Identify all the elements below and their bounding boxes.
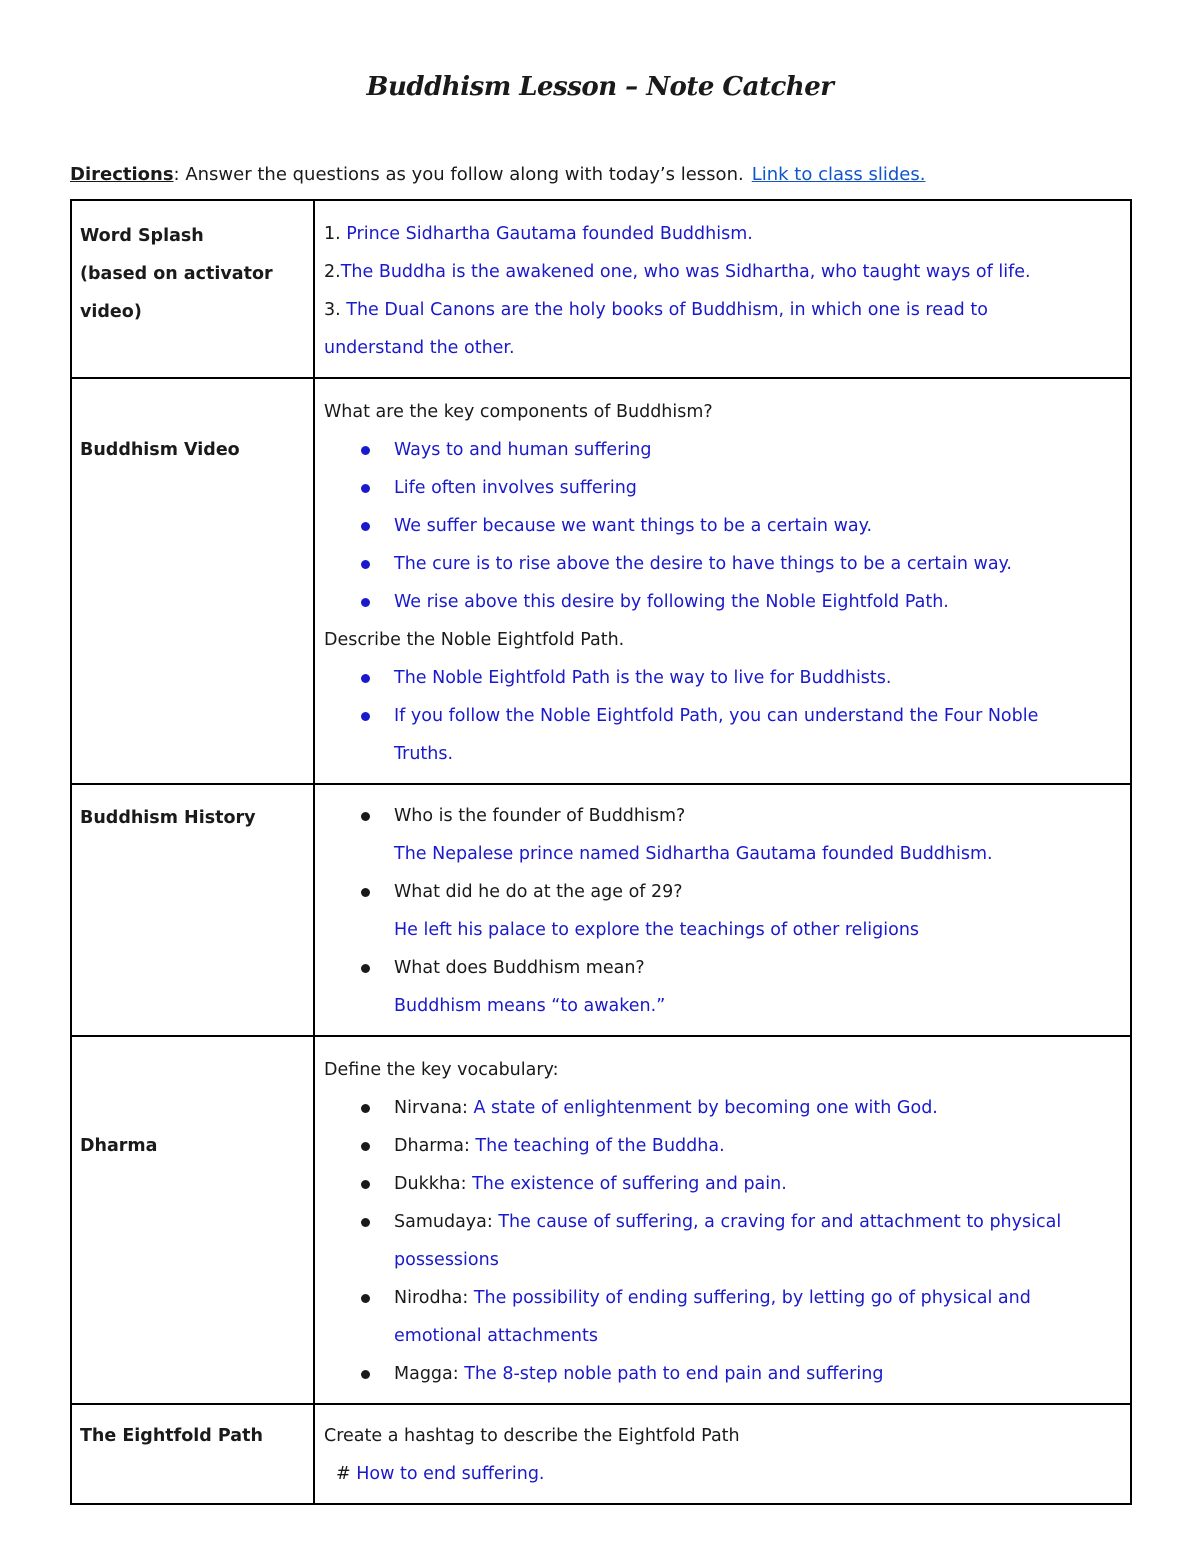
word-splash-content — [314, 200, 1131, 378]
list-item: Life often involves suffering — [324, 469, 1122, 507]
list-item: We suffer because we want things to be a certain way. — [324, 507, 1122, 545]
list-item: Nirvana: A state of enlightenment by becoming one with God. — [324, 1089, 1122, 1127]
list-item: Magga: The 8-step noble path to end pain and suffering — [324, 1355, 1122, 1393]
list-item: Samudaya: The cause of suffering, a craving for and attachment to physical possessions — [324, 1203, 1122, 1279]
dharma-terms — [324, 1089, 1122, 1393]
list-item: Dharma: The teaching of the Buddha. — [324, 1127, 1122, 1165]
buddhism-video-label: Buddhism Video — [80, 440, 240, 460]
eightfold-content — [314, 1404, 1131, 1504]
list-item: Nirodha: The possibility of ending suffering, by letting go of physical and emotional attachments — [324, 1279, 1122, 1355]
dharma-prompt: Define the key vocabulary: — [324, 1060, 559, 1080]
eightfold-label: The Eightfold Path — [80, 1426, 263, 1446]
video-question: What are the key components of Buddhism? — [324, 402, 713, 422]
list-item: The Noble Eightfold Path is the way to live for Buddhists. — [324, 659, 1122, 697]
row-buddhism-video — [71, 378, 1131, 784]
page-title: Buddhism Lesson – Note Catcher — [366, 72, 834, 102]
buddhism-history-label-cell — [71, 784, 314, 1036]
list-item: Ways to and human suffering — [324, 431, 1122, 469]
word-splash-label — [71, 200, 314, 378]
list-item: The cure is to rise above the desire to have things to be a certain way. — [324, 545, 1122, 583]
class-slides-link[interactable]: Link to class slides. — [751, 164, 926, 185]
row-word-splash — [71, 200, 1131, 378]
list-item: If you follow the Noble Eightfold Path, you can understand the Four Noble Truths. — [324, 697, 1122, 773]
list-item: We rise above this desire by following the Noble Eightfold Path. — [324, 583, 1122, 621]
buddhism-history-content — [314, 784, 1131, 1036]
video-bullets — [324, 659, 1122, 773]
dharma-content — [314, 1036, 1131, 1404]
row-eightfold-path — [71, 1404, 1131, 1504]
directions-label: Directions — [70, 164, 174, 185]
dharma-label-cell — [71, 1036, 314, 1404]
buddhism-video-label-cell — [71, 378, 314, 784]
word-splash-item: 2.The Buddha is the awakened one, who was Sidhartha, who taught ways of life. — [324, 262, 1031, 282]
word-splash-label-line: (based on activator — [80, 264, 273, 284]
note-table — [70, 199, 1132, 1505]
list-item: Who is the founder of Buddhism? The Nepalese prince named Sidhartha Gautama founded Buddhism. — [324, 797, 1122, 873]
directions-text: : Answer the questions as you follow along with today’s lesson. — [173, 164, 744, 185]
buddhism-history-label: Buddhism History — [80, 808, 256, 828]
word-splash-label-line: video) — [80, 302, 142, 322]
list-item: Dukkha: The existence of suffering and pain. — [324, 1165, 1122, 1203]
list-item: What did he do at the age of 29? He left his palace to explore the teachings of other religions — [324, 873, 1122, 949]
buddhism-video-content — [314, 378, 1131, 784]
video-question: Describe the Noble Eightfold Path. — [324, 630, 625, 650]
eightfold-prompt: Create a hashtag to describe the Eightfold Path — [324, 1426, 740, 1446]
video-bullets — [324, 431, 1122, 621]
row-dharma — [71, 1036, 1131, 1404]
word-splash-item: understand the other. — [324, 338, 515, 358]
eightfold-hashtag: # How to end suffering. — [336, 1464, 545, 1484]
directions — [70, 162, 1130, 188]
word-splash-item: 3. The Dual Canons are the holy books of Buddhism, in which one is read to — [324, 300, 988, 320]
word-splash-label-line: Word Splash — [80, 226, 204, 246]
row-buddhism-history — [71, 784, 1131, 1036]
word-splash-item: 1. Prince Sidhartha Gautama founded Buddhism. — [324, 224, 753, 244]
list-item: What does Buddhism mean? Buddhism means “to awaken.” — [324, 949, 1122, 1025]
history-list — [324, 797, 1122, 1025]
eightfold-label-cell — [71, 1404, 314, 1504]
dharma-label: Dharma — [80, 1136, 158, 1156]
